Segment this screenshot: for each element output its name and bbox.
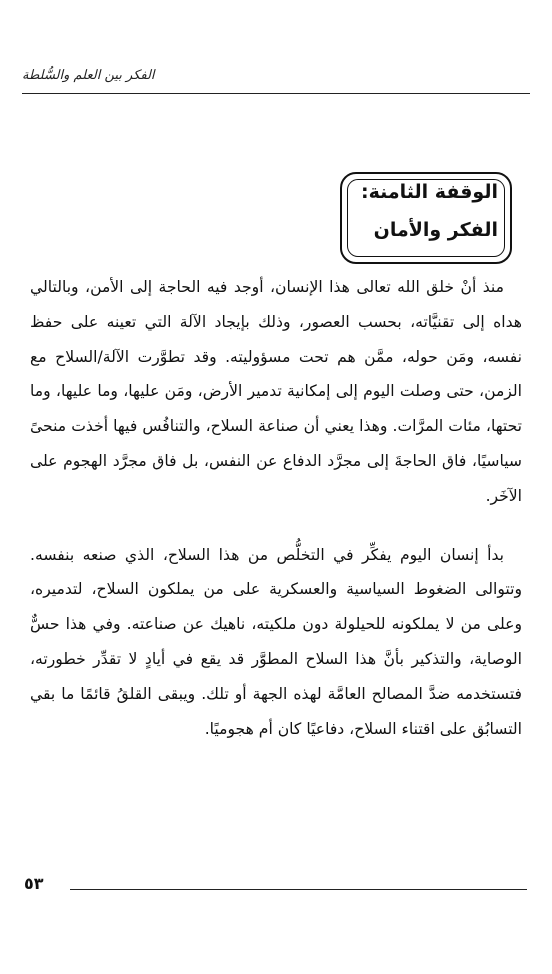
- running-header: [22, 64, 530, 92]
- running-title: الفكر بين العلم والسُّلطة: [22, 68, 155, 83]
- page-number: ٥٣: [24, 874, 44, 893]
- paragraph-1: منذ أنْ خلق الله تعالى هذا الإنسان، أوجد فيه الحاجة إلى الأمن، وبالتالي هداه إلى تقنيَّاته، بحسب العصور، وذلك بإيجاد الآلة التي تعينه على حفظ نفسه، ومَن حوله، ممَّن هم تحت مسؤوليته. وقد تطوَّرت الآلة/السلاح مع الزمن، حتى وصلت اليوم إلى إمكانية تدمير الأرض، ومَن عليها، وما عليها، وما تحتها، مئات المرَّات. وهذا يعني أن صناعة السلاح، والتنافُس فيها أخذت منحىً سياسيًا، فاق الحاجةَ إلى مجرَّد الدفاع عن النفس، بل فاق مجرَّد الهجوم على الآخَر.: [30, 278, 522, 505]
- body-text: [30, 270, 522, 746]
- chapter-title: الوقفة الثامنة:: [361, 181, 498, 203]
- footer-rule: [70, 889, 527, 890]
- chapter-heading-box: [340, 172, 512, 264]
- paragraph-2: بدأ إنسان اليوم يفكِّر في التخلُّص من هذا السلاح، الذي صنعه بنفسه. وتتوالى الضغوط السياسية والعسكرية على من يملكون السلاح، لتدميره، وعلى من لا يملكونه للحيلولة دون ملكيته، ناهيك عن صناعته. وفي هذا حسٌّ الوصاية، والتذكير بأنَّ هذا السلاح المطوَّر قد يقع في أيادٍ لا تقدِّر خطورته، فتستخدمه ضدَّ المصالح العامَّة لهذه الجهة أو تلك. ويبقى القلقُ قائمًا ما بقي التسابُق على اقتناء السلاح، دفاعيًا كان أم هجوميًا.: [30, 545, 522, 738]
- chapter-subtitle: الفكر والأمان: [373, 219, 498, 241]
- header-rule: [22, 93, 530, 94]
